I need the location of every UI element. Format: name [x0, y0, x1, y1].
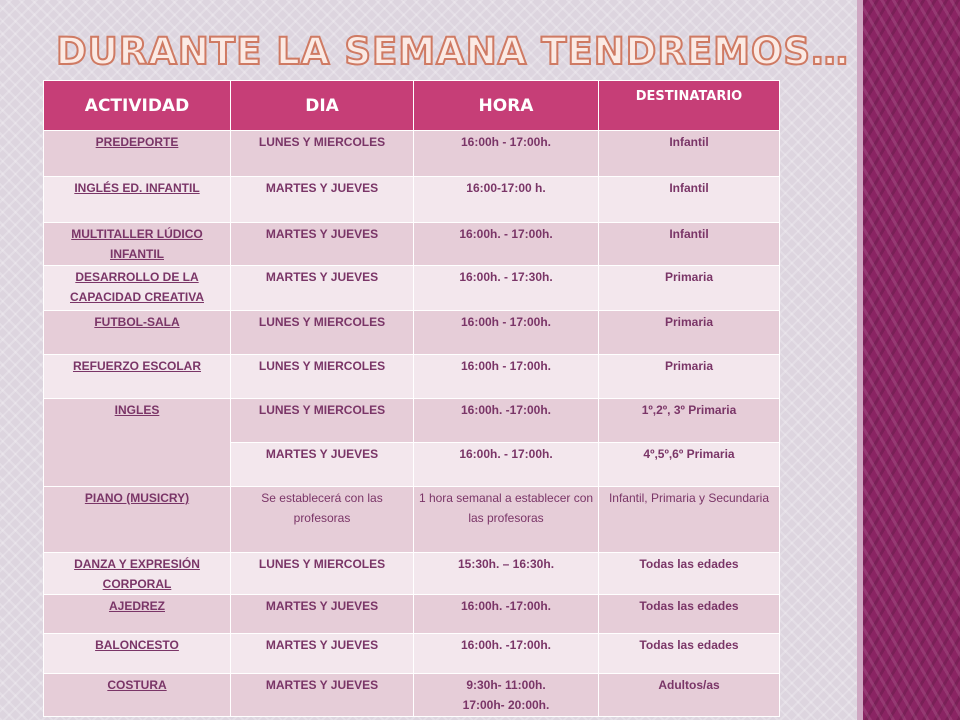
cell-actividad[interactable]: BALONCESTO — [44, 634, 231, 674]
cell-destinatario: Todas las edades — [599, 595, 780, 634]
cell-destinatario: Todas las edades — [599, 553, 780, 595]
cell-destinatario: Infantil — [599, 177, 780, 223]
cell-destinatario: 1º,2º, 3º Primaria — [599, 399, 780, 443]
decorative-side-band — [857, 0, 960, 720]
table-row — [44, 595, 780, 634]
cell-hora: 16:00h. -17:00h. — [414, 634, 599, 674]
header-actividad: ACTIVIDAD — [44, 81, 231, 131]
table-row — [44, 553, 780, 595]
cell-actividad[interactable]: INGLES — [44, 399, 231, 487]
hora-line-morning: 9:30h- 11:00h. — [466, 678, 546, 692]
slide-title: DURANTE LA SEMANA TENDREMOS… — [56, 30, 850, 73]
cell-hora: 16:00h. - 17:00h. — [414, 223, 599, 266]
header-hora: HORA — [414, 81, 599, 131]
cell-dia: LUNES Y MIERCOLES — [231, 311, 414, 355]
table-row — [44, 355, 780, 399]
cell-hora: 1 hora semanal a establecer con las profesoras — [414, 487, 599, 553]
cell-hora: 16:00h. -17:00h. — [414, 595, 599, 634]
table-row — [44, 674, 780, 717]
cell-hora: 16:00h. - 17:30h. — [414, 266, 599, 311]
cell-hora: 15:30h. – 16:30h. — [414, 553, 599, 595]
table-row — [44, 634, 780, 674]
table-header-row — [44, 81, 780, 131]
table-row — [44, 311, 780, 355]
cell-actividad[interactable]: FUTBOL-SALA — [44, 311, 231, 355]
cell-hora: 16:00h - 17:00h. — [414, 131, 599, 177]
cell-actividad[interactable]: REFUERZO ESCOLAR — [44, 355, 231, 399]
cell-actividad[interactable]: AJEDREZ — [44, 595, 231, 634]
cell-dia: LUNES Y MIERCOLES — [231, 131, 414, 177]
cell-actividad[interactable]: MULTITALLER LÚDICO INFANTIL — [44, 223, 231, 266]
activities-table — [43, 80, 780, 717]
cell-actividad[interactable]: PIANO (MUSICRY) — [44, 487, 231, 553]
cell-destinatario: Todas las edades — [599, 634, 780, 674]
table-row — [44, 131, 780, 177]
cell-hora: 16:00h. -17:00h. — [414, 399, 599, 443]
cell-destinatario: Primaria — [599, 355, 780, 399]
cell-destinatario: 4º,5º,6º Primaria — [599, 443, 780, 487]
cell-destinatario: Primaria — [599, 311, 780, 355]
table-row — [44, 487, 780, 553]
cell-destinatario: Infantil, Primaria y Secundaria — [599, 487, 780, 553]
cell-dia: MARTES Y JUEVES — [231, 223, 414, 266]
header-destinatario: DESTINATARIO — [599, 81, 780, 131]
cell-actividad[interactable]: DANZA Y EXPRESIÓN CORPORAL — [44, 553, 231, 595]
cell-hora — [414, 674, 599, 717]
table-row — [44, 266, 780, 311]
cell-destinatario: Adultos/as — [599, 674, 780, 717]
cell-destinatario: Infantil — [599, 131, 780, 177]
cell-dia: MARTES Y JUEVES — [231, 595, 414, 634]
cell-actividad[interactable]: PREDEPORTE — [44, 131, 231, 177]
cell-destinatario: Infantil — [599, 223, 780, 266]
cell-actividad[interactable]: DESARROLLO DE LA CAPACIDAD CREATIVA — [44, 266, 231, 311]
cell-dia: MARTES Y JUEVES — [231, 443, 414, 487]
cell-hora: 16:00h - 17:00h. — [414, 355, 599, 399]
table-row — [44, 399, 780, 443]
cell-hora: 16:00-17:00 h. — [414, 177, 599, 223]
hora-line-evening: 17:00h- 20:00h. — [462, 698, 550, 712]
cell-dia: LUNES Y MIERCOLES — [231, 553, 414, 595]
cell-hora: 16:00h. - 17:00h. — [414, 443, 599, 487]
header-dia: DIA — [231, 81, 414, 131]
cell-dia: MARTES Y JUEVES — [231, 266, 414, 311]
table-row — [44, 177, 780, 223]
cell-dia: MARTES Y JUEVES — [231, 177, 414, 223]
table-row — [44, 223, 780, 266]
cell-hora: 16:00h - 17:00h. — [414, 311, 599, 355]
cell-actividad[interactable]: INGLÉS ED. INFANTIL — [44, 177, 231, 223]
cell-dia: Se establecerá con las profesoras — [231, 487, 414, 553]
cell-dia: LUNES Y MIERCOLES — [231, 399, 414, 443]
cell-dia: MARTES Y JUEVES — [231, 634, 414, 674]
cell-dia: LUNES Y MIERCOLES — [231, 355, 414, 399]
cell-dia: MARTES Y JUEVES — [231, 674, 414, 717]
cell-destinatario: Primaria — [599, 266, 780, 311]
cell-actividad[interactable]: COSTURA — [44, 674, 231, 717]
